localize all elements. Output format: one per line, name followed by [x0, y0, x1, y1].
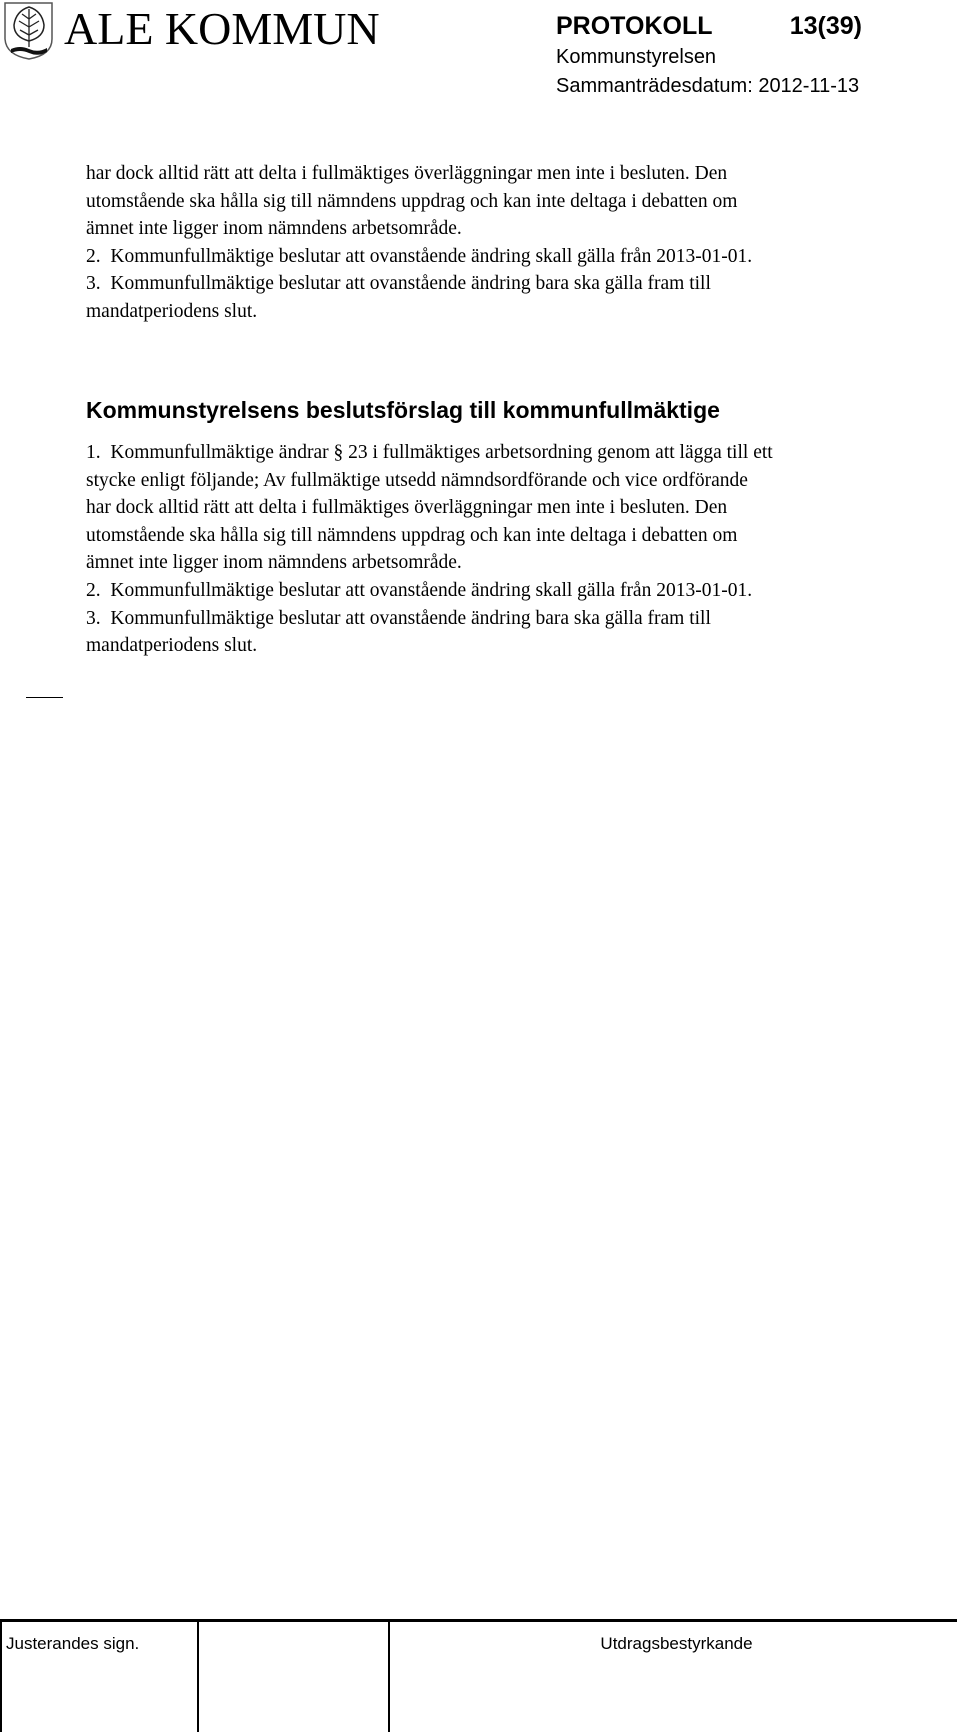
signature-cell — [0, 1622, 198, 1732]
organ-name: Kommunstyrelsen — [556, 46, 717, 68]
text-line: utomstående ska hålla sig till nämndens uppdrag och kan inte deltaga i debatten om — [86, 190, 738, 212]
text-line: ämnet inte ligger inom nämndens arbetsområde. — [86, 218, 462, 240]
doc-type-row — [556, 10, 862, 42]
ale-kommun-logo — [0, 0, 390, 62]
text-line: 3. Kommunfullmäktige beslutar att ovanstående ändring bara ska gälla fram till — [86, 607, 711, 629]
signature-footer — [0, 1619, 957, 1732]
coat-of-arms-icon — [2, 1, 56, 61]
page-number: 13(39) — [789, 12, 862, 40]
text-line: 1. Kommunfullmäktige ändrar § 23 i fullmäktiges arbetsordning genom att lägga till ett — [86, 442, 773, 463]
text-line: mandatperiodens slut. — [86, 635, 258, 657]
text-line: utomstående ska hålla sig till nämndens uppdrag och kan inte deltaga i debatten om — [86, 524, 738, 546]
text-line: stycke enligt följande; Av fullmäktige utsedd nämndsordförande och vice ordförande — [86, 469, 748, 491]
logo-text: ALE KOMMUN — [64, 3, 380, 54]
text-line: har dock alltid rätt att delta i fullmäktiges överläggningar men inte i besluten. Den — [86, 163, 728, 184]
text-line: 3. Kommunfullmäktige beslutar att ovanstående ändring bara ska gälla fram till — [86, 273, 711, 295]
proposal-text — [86, 439, 946, 660]
meeting-date: Sammanträdesdatum: 2012-11-13 — [556, 75, 860, 97]
text-line: mandatperiodens slut. — [86, 300, 258, 322]
signature-label: Justerandes sign. — [6, 1634, 140, 1653]
signature-blank-cell — [197, 1622, 389, 1732]
text-line: har dock alltid rätt att delta i fullmäktiges överläggningar men inte i besluten. Den — [86, 497, 728, 519]
section-heading: Kommunstyrelsens beslutsförslag till kommunfullmäktige — [86, 397, 720, 423]
continued-text — [86, 160, 946, 326]
extract-cell — [388, 1622, 959, 1732]
doc-type: PROTOKOLL — [556, 12, 713, 40]
text-line: 2. Kommunfullmäktige beslutar att ovanstående ändring skall gälla från 2013-01-01. — [86, 245, 753, 267]
footnote-divider — [26, 697, 63, 698]
text-line: ämnet inte ligger inom nämndens arbetsområde. — [86, 552, 462, 574]
extract-label: Utdragsbestyrkande — [600, 1634, 753, 1653]
text-line: 2. Kommunfullmäktige beslutar att ovanstående ändring skall gälla från 2013-01-01. — [86, 579, 753, 601]
